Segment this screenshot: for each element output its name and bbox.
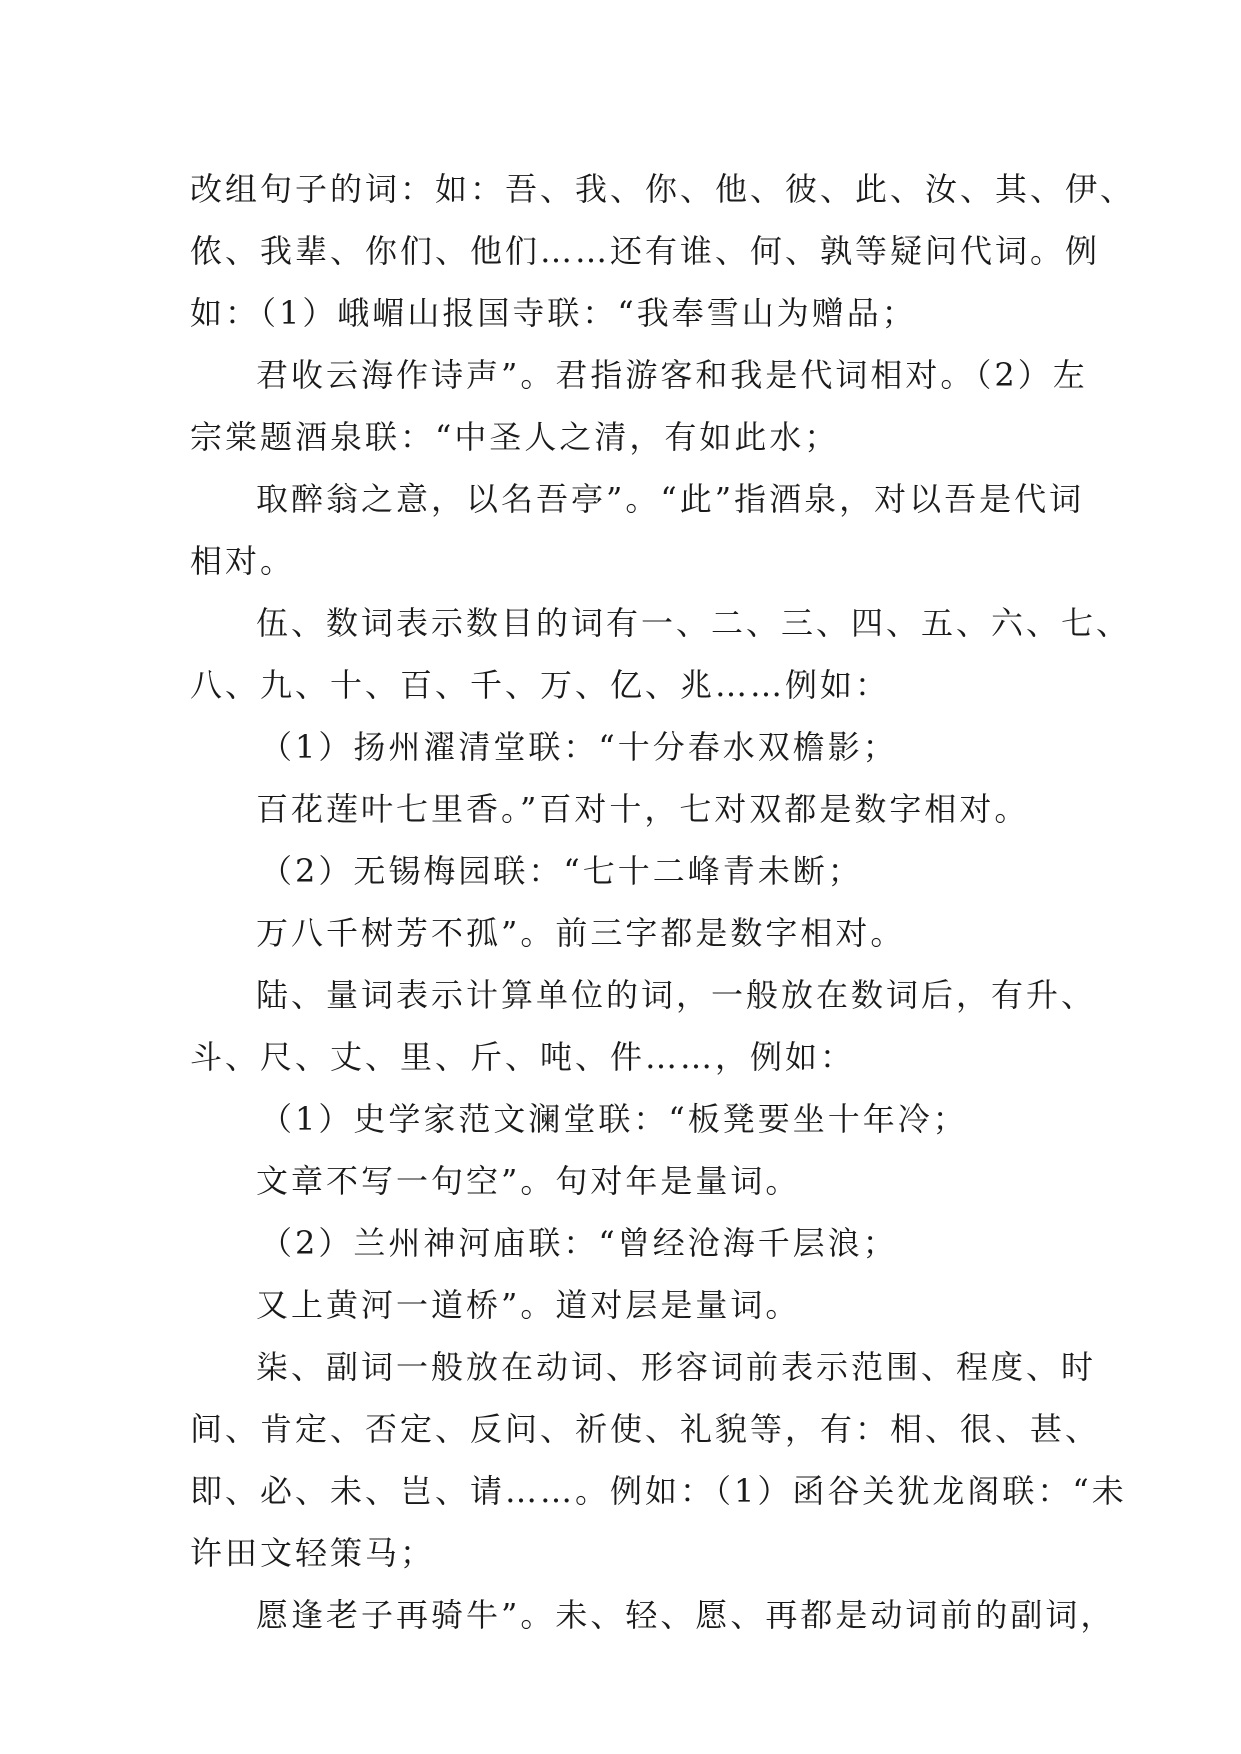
text-line: 伍、数词表示数目的词有一、二、三、四、五、六、七、 <box>256 604 1132 642</box>
text-line: 如：（1）峨嵋山报国寺联：“我奉雪山为赠品； <box>190 294 917 332</box>
text-line: 取醉翁之意，以名吾亭”。“此”指酒泉，对以吾是代词 <box>256 480 1085 518</box>
text-line: 即、必、未、岂、请……。例如：（1）函谷关犹龙阁联：“未 <box>190 1472 1127 1510</box>
text-line: 八、九、十、百、千、万、亿、兆……例如： <box>190 666 891 704</box>
text-line: 间、肯定、否定、反问、祈使、礼貌等，有：相、很、甚、 <box>190 1410 1101 1448</box>
text-line: 愿逢老子再骑牛”。未、轻、愿、再都是动词前的副词， <box>256 1596 1116 1634</box>
text-line: （2）无锡梅园联：“七十二峰青未断； <box>260 852 863 890</box>
text-line: （1）扬州濯清堂联：“十分春水双檐影； <box>260 728 898 766</box>
text-line: 文章不写一句空”。句对年是量词。 <box>256 1162 801 1200</box>
text-line: 万八千树芳不孤”。前三字都是数字相对。 <box>256 914 906 952</box>
text-line: 又上黄河一道桥”。道对层是量词。 <box>256 1286 801 1324</box>
text-line: 改组句子的词：如：吾、我、你、他、彼、此、汝、其、伊、 <box>190 170 1136 208</box>
text-line: 君收云海作诗声”。君指游客和我是代词相对。（2）左 <box>256 356 1088 394</box>
text-line: 许田文轻策马； <box>190 1534 436 1572</box>
text-line: （2）兰州神河庙联：“曾经沧海千层浪； <box>260 1224 898 1262</box>
text-line: 陆、量词表示计算单位的词，一般放在数词后，有升、 <box>256 976 1097 1014</box>
text-line: 斗、尺、丈、里、斤、吨、件……，例如： <box>190 1038 856 1076</box>
text-line: 柒、副词一般放在动词、形容词前表示范围、程度、时 <box>256 1348 1097 1386</box>
body-text <box>190 158 1136 1646</box>
text-line: 百花莲叶七里香。”百对十，七对双都是数字相对。 <box>256 790 1030 828</box>
text-line: 相对。 <box>190 542 296 580</box>
text-line: 宗棠题酒泉联：“中圣人之清，有如此水； <box>190 418 840 456</box>
text-line: 侬、我辈、你们、他们……还有谁、何、孰等疑问代词。例 <box>190 232 1101 270</box>
text-line: （1）史学家范文澜堂联：“板凳要坐十年冷； <box>260 1100 968 1138</box>
